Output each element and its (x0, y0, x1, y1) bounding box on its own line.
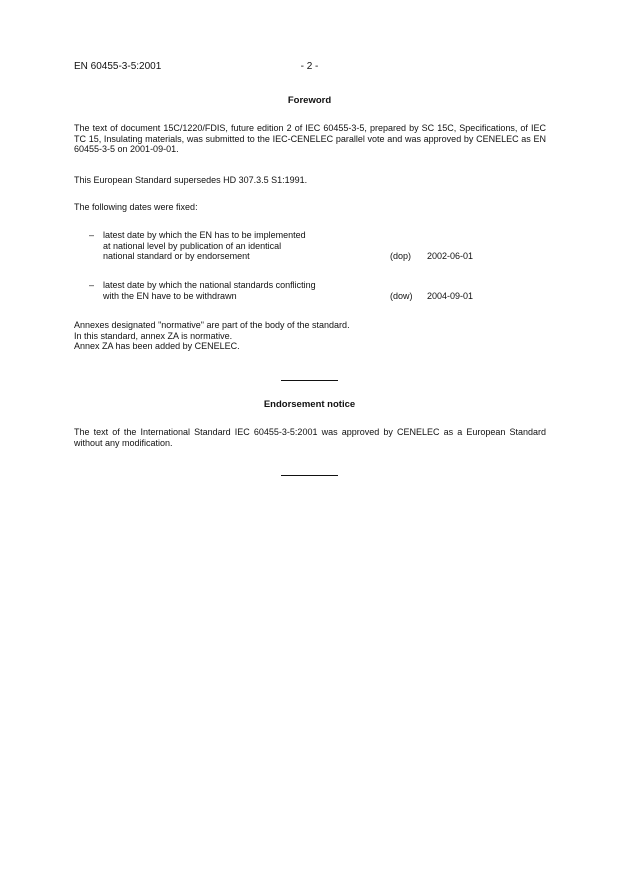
date-item-text (103, 280, 316, 301)
annex-note-line: Annexes designated "normative" are part of the body of the standard. (74, 320, 350, 330)
page-number: - 2 - (300, 61, 319, 72)
date-value: 2004-09-01 (427, 291, 474, 301)
document-id: EN 60455-3-5:2001 (74, 61, 162, 72)
annex-note-line: Annex ZA has been added by CENELEC. (74, 341, 240, 351)
date-abbreviation: (dow) (390, 291, 413, 301)
date-item-line: latest date by which the national standards conflicting (103, 280, 316, 290)
annex-note-line: In this standard, annex ZA is normative. (74, 330, 233, 341)
end-divider (281, 475, 338, 476)
date-value: 2002-06-01 (427, 251, 474, 261)
list-dash: – (89, 230, 95, 240)
annex-notes (74, 320, 350, 352)
dates-intro-paragraph: The following dates were fixed: (74, 202, 198, 212)
date-item-text (103, 230, 306, 262)
date-item-line: with the EN have to be withdrawn (103, 290, 237, 301)
endorsement-paragraph: The text of the International Standard IEC 60455-3-5:2001 was approved by CENELEC as a European Standard without any modification. (74, 427, 546, 448)
endorsement-heading: Endorsement notice (263, 399, 356, 410)
date-item-line: national standard or by endorsement (103, 251, 250, 261)
foreword-intro-paragraph: The text of document 15C/1220/FDIS, future edition 2 of IEC 60455-3-5, prepared by SC 15C, Specifications, of IEC TC 15, Insulating materials, was submitted to the IEC-CENELEC parallel vote and was approved by CENELEC as EN 60455-3-5 on 2001-09-01. (74, 123, 546, 154)
date-item-line: latest date by which the EN has to be implemented (103, 230, 306, 240)
list-dash: – (89, 280, 95, 290)
foreword-heading: Foreword (287, 95, 332, 106)
section-divider (281, 380, 338, 381)
date-item-line: at national level by publication of an identical (103, 240, 282, 251)
date-abbreviation: (dop) (390, 251, 412, 261)
supersedes-paragraph: This European Standard supersedes HD 307.3.5 S1:1991. (74, 175, 308, 185)
